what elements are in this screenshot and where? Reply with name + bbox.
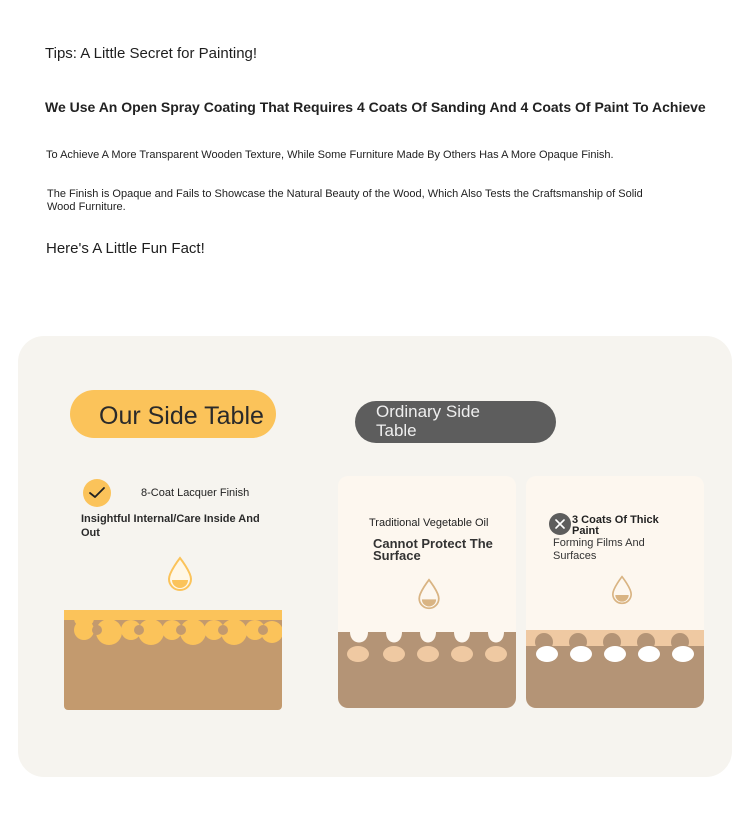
thick-paint-note: Forming Films And Surfaces (553, 537, 645, 562)
close-icon (549, 513, 571, 535)
vegetable-oil-title: Traditional Vegetable Oil (369, 517, 489, 529)
our-wood-cross-section (64, 610, 282, 710)
tips-line-2: To Achieve A More Transparent Wooden Texture, While Some Furniture Made By Others Has A More Opaque Finish. (46, 149, 614, 161)
checkmark-icon (83, 479, 111, 507)
our-side-table-label: Our Side Table (99, 402, 264, 430)
ordinary-side-table-label: Ordinary Side Table (376, 402, 480, 440)
our-benefit-label: Insightful Internal/Care Inside And Out (81, 513, 260, 539)
fun-fact-heading: Here's A Little Fun Fact! (46, 240, 205, 257)
vegetable-oil-note: Cannot Protect The Surface (373, 536, 493, 563)
tips-line-3: The Finish is Opaque and Fails to Showcase the Natural Beauty of the Wood, Which Also Tests the Craftsmanship of Solid Wood Furniture. (47, 188, 643, 213)
oil-drop-icon (166, 556, 194, 592)
our-finish-label: 8-Coat Lacquer Finish (141, 487, 250, 499)
tips-line-1: We Use An Open Spray Coating That Requires 4 Coats Of Sanding And 4 Coats Of Paint To Achieve (45, 99, 706, 115)
thick-paint-wood-cross-section (526, 630, 704, 708)
thick-paint-title: 3 Coats Of Thick Paint (572, 514, 659, 537)
vegetable-oil-wood-cross-section (338, 632, 516, 708)
tips-title: Tips: A Little Secret for Painting! (45, 45, 258, 62)
oil-drop-icon (610, 575, 634, 605)
oil-drop-icon (416, 578, 442, 610)
